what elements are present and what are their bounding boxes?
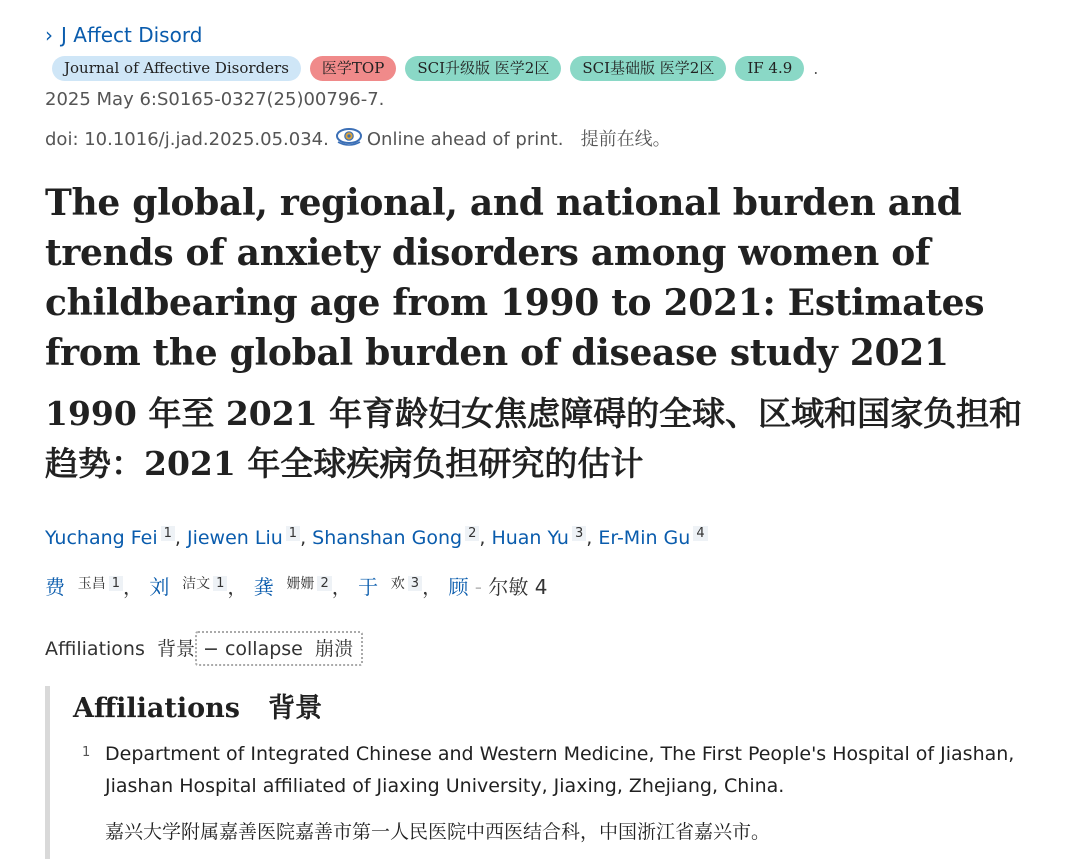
- affiliation-number: 1: [82, 745, 91, 760]
- citation: 2025 May 6:S0165-0327(25)00796-7.: [45, 89, 385, 110]
- tag-sci-basic-zone[interactable]: SCI基础版 医学2区: [570, 56, 726, 81]
- doi-line: [45, 125, 671, 152]
- collapse-label: collapse: [224, 638, 303, 660]
- tag-sci-upgrade-zone[interactable]: SCI升级版 医学2区: [405, 56, 561, 81]
- author-link-zh[interactable]: 龚: [253, 575, 274, 599]
- article-title-zh: 1990 年至 2021 年育龄妇女焦虑障碍的全球、区域和国家负担和趋势：2021 年全球疾病负担研究的估计: [45, 394, 1023, 483]
- affiliations-heading: Affiliations 背景: [73, 693, 323, 724]
- author-affiliation-sup[interactable]: 1: [286, 526, 300, 541]
- online-status-zh: 提前在线。: [580, 129, 671, 150]
- author-list-zh: 费 $^{玉昌}$ 1 ， 刘 $^{洁文}$ 1 ， 龚 $^{姗姗}$ 2 ， 于 $^欢$ 3 ， 顾 - 尔敏 4: [45, 575, 548, 599]
- author-link[interactable]: Huan Yu: [491, 527, 569, 549]
- author-affiliation-num: 4: [534, 575, 548, 599]
- name-divider: -: [468, 575, 489, 599]
- affiliations-label-zh: 背景: [156, 638, 195, 660]
- author-given-zh: 玉昌: [77, 576, 106, 592]
- tag-medicine-top[interactable]: 医学TOP: [310, 56, 396, 81]
- author-affiliation-sup[interactable]: 3: [408, 576, 422, 591]
- author-link[interactable]: Yuchang Fei: [45, 527, 158, 549]
- chevron-right-icon: ›: [45, 23, 53, 47]
- author-given-zh: 尔敏: [488, 575, 529, 599]
- author-affiliation-sup[interactable]: 3: [572, 526, 586, 541]
- online-status: Online ahead of print.: [366, 129, 564, 150]
- author-affiliation-sup[interactable]: 2: [465, 526, 479, 541]
- article-title: The global, regional, and national burden and trends of anxiety disorders among women of childbearing age from 1990 to 2021: Estimates from the global burden of disease study 2021: [45, 182, 985, 374]
- author-list: Yuchang Fei 1 , Jiewen Liu 1 , Shanshan Gong 2 , Huan Yu 3 , Er-Min Gu 4: [45, 526, 708, 549]
- online-eye-icon: [335, 127, 363, 152]
- author-affiliation-sup[interactable]: 1: [109, 576, 123, 591]
- doi-text[interactable]: doi: 10.1016/j.jad.2025.05.034.: [45, 129, 329, 150]
- author-affiliation-sup[interactable]: 2: [317, 576, 331, 591]
- author-given-zh: 洁文: [182, 576, 211, 592]
- minus-icon: −: [202, 638, 219, 660]
- author-affiliation-sup[interactable]: 1: [213, 576, 227, 591]
- affiliations-toggle-row: [45, 631, 363, 666]
- affiliation-text: Department of Integrated Chinese and Western Medicine, The First People's Hospital of Jiashan, Jiashan Hospital affiliated of Jiaxing University, Jiaxing, Zhejiang, China.: [105, 743, 1015, 797]
- journal-tags: [52, 56, 818, 82]
- journal-name: J Affect Disord: [61, 23, 203, 47]
- author-link[interactable]: Shanshan Gong: [312, 527, 463, 549]
- affiliation-text-zh: 嘉兴大学附属嘉善医院嘉善市第一人民医院中西医结合科，中国浙江省嘉兴市。: [105, 821, 771, 843]
- author-link-zh[interactable]: 顾: [448, 575, 469, 599]
- collapse-affiliations-button[interactable]: [195, 631, 363, 666]
- author-given-zh: 姗姗: [286, 576, 315, 592]
- author-link-zh[interactable]: 刘: [149, 575, 170, 599]
- author-given-zh: 欢: [390, 576, 405, 592]
- author-link-zh[interactable]: 费: [45, 575, 65, 599]
- author-affiliation-sup[interactable]: 4: [693, 526, 707, 541]
- author-link[interactable]: Er-Min Gu: [598, 527, 691, 549]
- author-link[interactable]: Jiewen Liu: [186, 527, 283, 549]
- affiliations-panel: [45, 686, 1050, 859]
- author-link-zh[interactable]: 于: [358, 575, 379, 599]
- tag-impact-factor[interactable]: IF 4.9: [735, 56, 804, 81]
- collapse-label-zh: 崩溃: [314, 638, 353, 660]
- tag-journal-full-name[interactable]: Journal of Affective Disorders: [52, 56, 301, 81]
- journal-link[interactable]: [45, 23, 202, 47]
- tags-trailing-dot: .: [813, 59, 819, 78]
- author-affiliation-sup[interactable]: 1: [161, 526, 175, 541]
- affiliations-label: Affiliations: [45, 638, 145, 660]
